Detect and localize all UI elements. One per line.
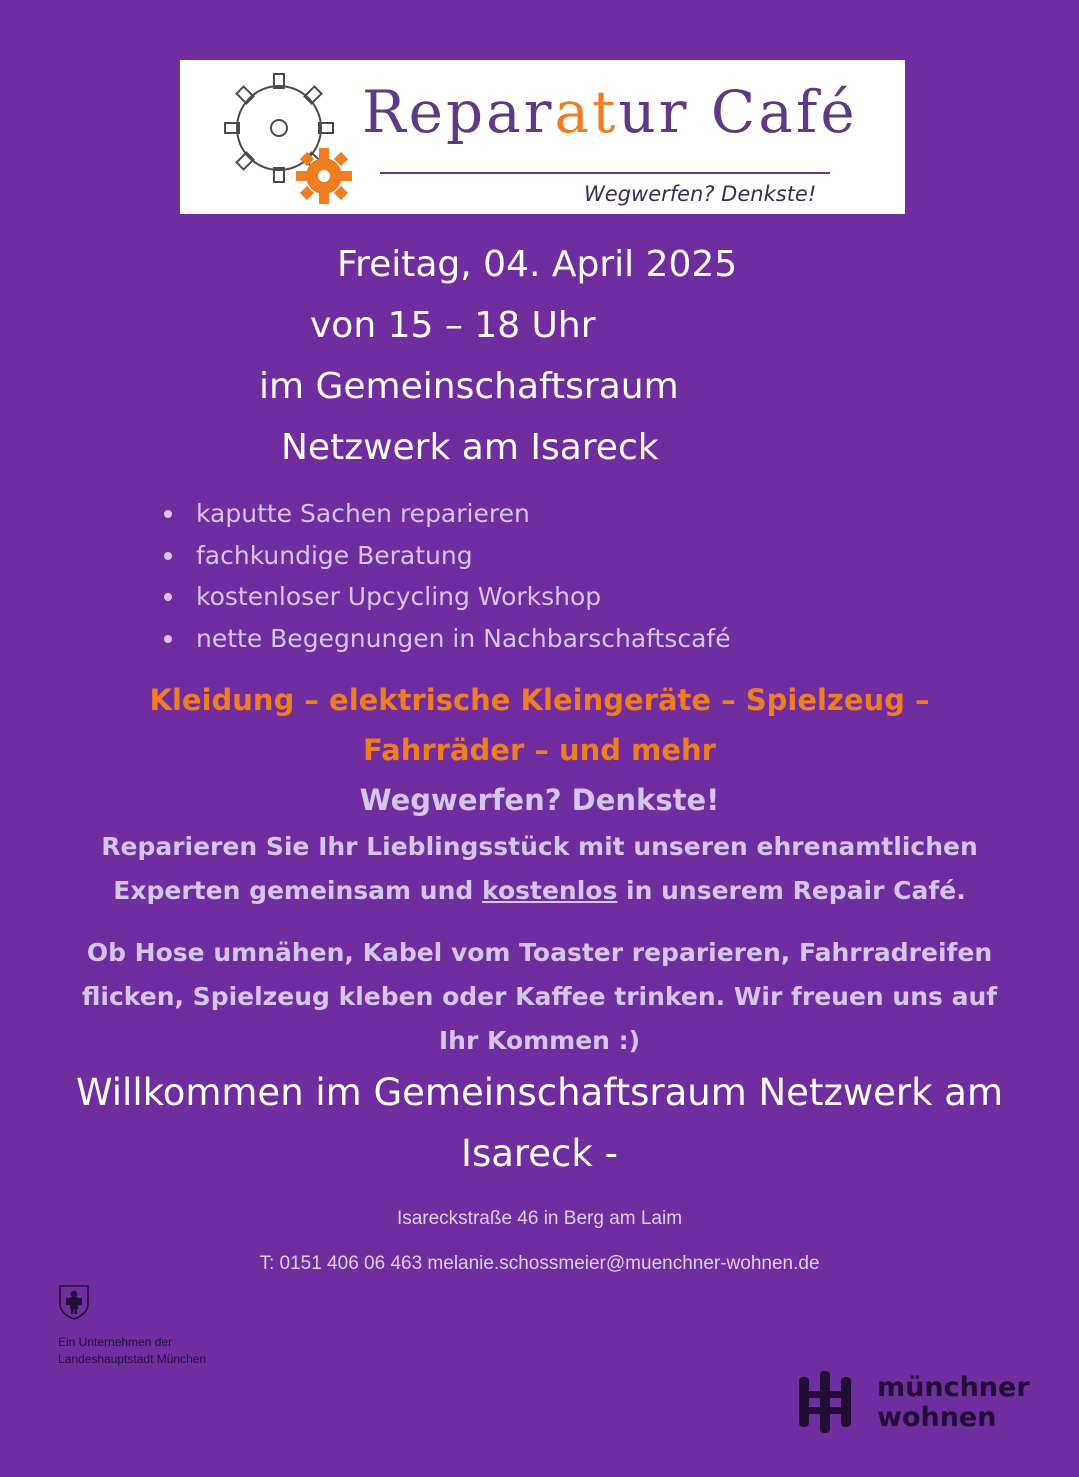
gear-icon	[214, 68, 364, 208]
event-date: Freitag, 04. April 2025	[337, 244, 738, 285]
examples-line-2: flicken, Spielzeug kleben oder Kaffee trinken. Wir freuen uns auf	[81, 982, 998, 1011]
logo-title	[362, 78, 858, 146]
bullet-icon	[164, 552, 172, 560]
categories-line-1: Kleidung – elektrische Kleingeräte – Spielzeug –	[149, 683, 930, 717]
list-item: fachkundige Beratung	[162, 538, 731, 580]
logo-title-word2: Café	[710, 78, 858, 146]
city-caption-line-1: Ein Unternehmen der	[58, 1335, 173, 1349]
logo-tagline: Wegwerfen? Denkste!	[584, 182, 817, 206]
bullet-icon	[164, 635, 172, 643]
categories-line-2: Fahrräder – und mehr	[363, 733, 716, 767]
list-item: nette Begegnungen in Nachbarschaftscafé	[162, 621, 731, 663]
welcome-line-1: Willkommen im Gemeinschaftsraum Netzwerk am	[75, 1071, 1004, 1114]
event-network: Netzwerk am Isareck	[281, 427, 659, 468]
brand-name-line-2: wohnen	[877, 1402, 997, 1433]
bullet-icon	[164, 510, 172, 518]
repair-text-line-1: Reparieren Sie Ihr Lieblingsstück mit unseren ehrenamtlichen	[101, 832, 978, 861]
logo-divider	[380, 172, 830, 174]
examples-line-3: Ihr Kommen :)	[438, 1026, 641, 1055]
bullet-icon	[164, 593, 172, 601]
repair-text-line-2: Experten gemeinsam und kostenlos in unserem Repair Café.	[113, 876, 966, 905]
welcome-line-2: Isareck -	[461, 1132, 618, 1175]
contact-info: T: 0151 406 06 463 melanie.schossmeier@muenchner-wohnen.de	[259, 1253, 820, 1274]
reparatur-cafe-logo	[180, 60, 905, 214]
munich-crest-icon	[58, 1284, 90, 1320]
city-caption-line-2: Landeshauptstadt München	[58, 1352, 207, 1366]
slogan: Wegwerfen? Denkste!	[359, 783, 720, 817]
event-room: im Gemeinschaftsraum	[259, 366, 679, 407]
logo-title-word1: Reparatur	[362, 78, 690, 146]
feature-list	[162, 496, 731, 662]
event-time: von 15 – 18 Uhr	[310, 305, 596, 346]
free-emphasis: kostenlos	[482, 876, 618, 905]
examples-line-1: Ob Hose umnähen, Kabel vom Toaster reparieren, Fahrradreifen	[86, 938, 993, 967]
brand-name-line-1: münchner	[877, 1372, 1030, 1403]
list-item: kostenloser Upcycling Workshop	[162, 579, 731, 621]
list-item: kaputte Sachen reparieren	[162, 496, 731, 538]
muenchner-wohnen-logo-icon	[797, 1369, 853, 1435]
address: Isareckstraße 46 in Berg am Laim	[396, 1208, 683, 1229]
